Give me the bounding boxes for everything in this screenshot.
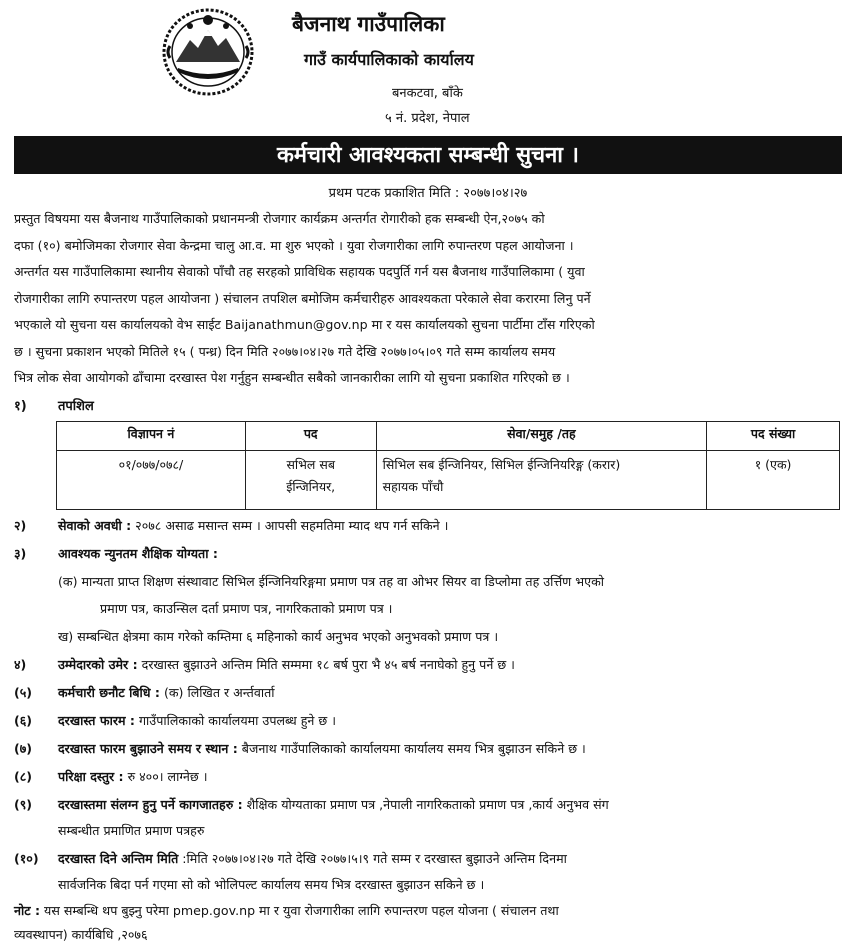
deadline-cont: सार्वजनिक बिदा पर्न गएमा सो को भोलिपल्ट कार्यालय समय भित्र दरखास्त बुझाउन सकिने छ । (58, 877, 485, 892)
item-text: दरखास्त बुझाउने अन्तिम मिति सम्ममा १८ बर्ष पुरा भै ४५ बर्ष ननाघेको हुनु पर्ने छ । (137, 657, 515, 672)
section-details-heading (14, 396, 94, 414)
item-qualification (14, 545, 218, 562)
item-label: दरखास्तमा संलग्न हुनु पर्ने कागजातहरु : (58, 797, 243, 812)
item-number: (१०) (14, 851, 39, 866)
address: बनकटवा, बाँके (392, 86, 463, 101)
item-label: कर्मचारी छनौट बिधि : (58, 685, 160, 700)
intro-line: रोजगारीका लागि रुपान्तरण पहल आयोजना ) संचालन तपशिल बमोजिम कर्मचारीहरु आवश्यकता परेकाले सेवा करारमा लिनु पर्ने (14, 290, 591, 306)
vacancy-table (56, 421, 840, 510)
item-label: आवश्यक न्युनतम शैक्षिक योग्यता : (58, 546, 218, 561)
qualification-a-cont: प्रमाण पत्र, काउन्सिल दर्ता प्रमाण पत्र, नागरिकताको प्रमाण पत्र । (100, 601, 393, 616)
item-text: बैजनाथ गाउँपालिकाको कार्यालयमा कार्यालय समय भित्र बुझाउन सकिने छ । (237, 741, 586, 756)
note-text: यस सम्बन्धि थप बुझ्नु परेमा pmep.gov.np मा र युवा रोजगारीका लागि रुपान्तरण पहल योजना ( संचालन तथा (40, 903, 559, 918)
item-number: २) (14, 518, 27, 533)
org-name: बैजनाथ गाउँपालिका (292, 11, 445, 36)
item-application-form (14, 712, 336, 729)
table-row (57, 451, 840, 510)
note-cont: व्यवस्थापन) कार्यबिधि ,२०७६ (14, 927, 148, 942)
note (14, 902, 559, 919)
required-documents-cont: सम्बन्धीत प्रमाणित प्रमाण पत्रहरु (58, 823, 205, 838)
province: ५ नं. प्रदेश, नेपाल (385, 111, 470, 126)
item-text: गाउँपालिकाको कार्यालयमा उपलब्ध हुने छ । (134, 713, 337, 728)
column-header: विज्ञापन नं (57, 422, 246, 451)
item-number: ४) (14, 657, 27, 672)
publish-date: प्रथम पटक प्रकाशित मिति : २०७७।०४।२७ (328, 186, 528, 201)
item-number: (९) (14, 797, 33, 812)
item-text: शैक्षिक योग्यताका प्रमाण पत्र ,नेपाली नागरिकताको प्रमाण पत्र ,कार्य अनुभव संग (242, 797, 609, 812)
item-required-documents (14, 796, 609, 813)
item-age (14, 656, 515, 673)
item-text: २०७८ असाढ मसान्त सम्म । आपसी सहमतिमा म्याद थप गर्न सकिने । (131, 518, 449, 533)
item-label: दरखास्त फारम बुझाउने समय र स्थान : (58, 741, 238, 756)
office-name: गाउँ कार्यपालिकाको कार्यालय (304, 50, 474, 69)
column-header: सेवा/समुह /तह (376, 422, 707, 451)
item-service-period (14, 517, 448, 534)
item-selection-method (14, 684, 275, 701)
service-line: सहायक पाँचौ (382, 479, 444, 494)
item-number: (७) (14, 741, 33, 756)
government-emblem-icon (160, 6, 256, 98)
post-count-cell: १ (एक) (707, 451, 840, 510)
intro-paragraph (14, 206, 840, 392)
intro-line: अन्तर्गत यस गाउँपालिकामा स्थानीय सेवाको पाँचौ तह सरहको प्राविधिक सहायक पदपुर्ति गर्न यस बैजनाथ गाउँपालिकामा ( युवा (14, 264, 585, 279)
post-cell (245, 451, 376, 510)
item-label: दरखास्त दिने अन्तिम मिति (58, 851, 179, 866)
table-header-row (57, 422, 840, 451)
service-line: सिभिल सब ईन्जिनियर, सिभिल ईन्जिनियरिङ्ग (करार) (382, 457, 621, 472)
column-header: पद संख्या (707, 422, 840, 451)
item-deadline (14, 850, 567, 867)
ad-number-cell: ०१/०७७/०७८/ (57, 451, 246, 510)
item-text: रु ४००। लाग्नेछ । (123, 769, 208, 784)
intro-line: भित्र लोक सेवा आयोगको ढाँचामा दरखास्त पेश गर्नुहुन सम्बन्धीत सबैको जानकारीका लागि यो सुचना प्रकाशित गरिएको छ । (14, 370, 570, 385)
item-text: (क) लिखित र अर्न्तवार्ता (159, 685, 275, 700)
letterhead (0, 0, 856, 138)
intro-line: दफा (१०) बमोजिमका रोजगार सेवा केन्द्रमा चालु आ.व. मा शुरु भएको । युवा रोजगारीका लागि रुपान्तरण पहल आयोजना । (14, 237, 574, 253)
section-number: १) (14, 399, 27, 414)
qualification-a: (क) मान्यता प्राप्त शिक्षण संस्थावाट सिभिल ईन्जिनियरिङ्गमा प्रमाण पत्र तह वा ओभर सियर वा डिप्लोमा तह उर्त्तिण भएको (58, 574, 605, 589)
intro-line: भएकाले यो सुचना यस कार्यालयको वेभ साईट Baijanathmun@gov.np मा र यस कार्यालयको सुचना पार्टीमा टाँस गरिएको (14, 317, 595, 332)
note-label: नोट : (14, 903, 41, 918)
item-text: :मिति २०७७।०४।२७ गते देखि २०७७।५।९ गते सम्म र दरखास्त बुझाउने अन्तिम दिनमा (178, 851, 567, 866)
item-number: (६) (14, 713, 33, 728)
notice-title: कर्मचारी आवश्यकता सम्बन्धी सुचना । (14, 136, 842, 174)
intro-line: छ । सुचना प्रकाशन भएको मितिले १५ ( पन्ध्र) दिन मिति २०७७।०४।२७ गते देखि २०७७।०५।०९ गते सम्म कार्यालय समय (14, 343, 556, 359)
item-number: ३) (14, 546, 27, 561)
intro-line: प्रस्तुत विषयमा यस बैजनाथ गाउँपालिकाको प्रधानमन्त्री रोजगार कार्यक्रम अन्तर्गत रोगारीको हक सम्बन्धी ऐन,२०७५ को (14, 211, 545, 226)
item-label: सेवाको अवधी : (58, 518, 132, 533)
section-title: तपशिल (58, 399, 94, 414)
item-label: परिक्षा दस्तुर : (58, 769, 124, 784)
post-line: सभिल सब (286, 457, 335, 472)
post-line: ईन्जिनियर, (286, 479, 336, 494)
column-header: पद (245, 422, 376, 451)
service-cell (376, 451, 707, 510)
item-label: उम्मेदारको उमेर : (58, 657, 138, 672)
item-label: दरखास्त फारम : (58, 713, 135, 728)
item-number: (८) (14, 769, 33, 784)
qualification-b: ख) सम्बन्धित क्षेत्रमा काम गरेको कम्तिमा ६ महिनाको कार्य अनुभव भएको अनुभवको प्रमाण पत्र । (58, 629, 499, 644)
item-submission-place (14, 740, 586, 757)
item-number: (५) (14, 685, 33, 700)
item-exam-fee (14, 768, 207, 785)
